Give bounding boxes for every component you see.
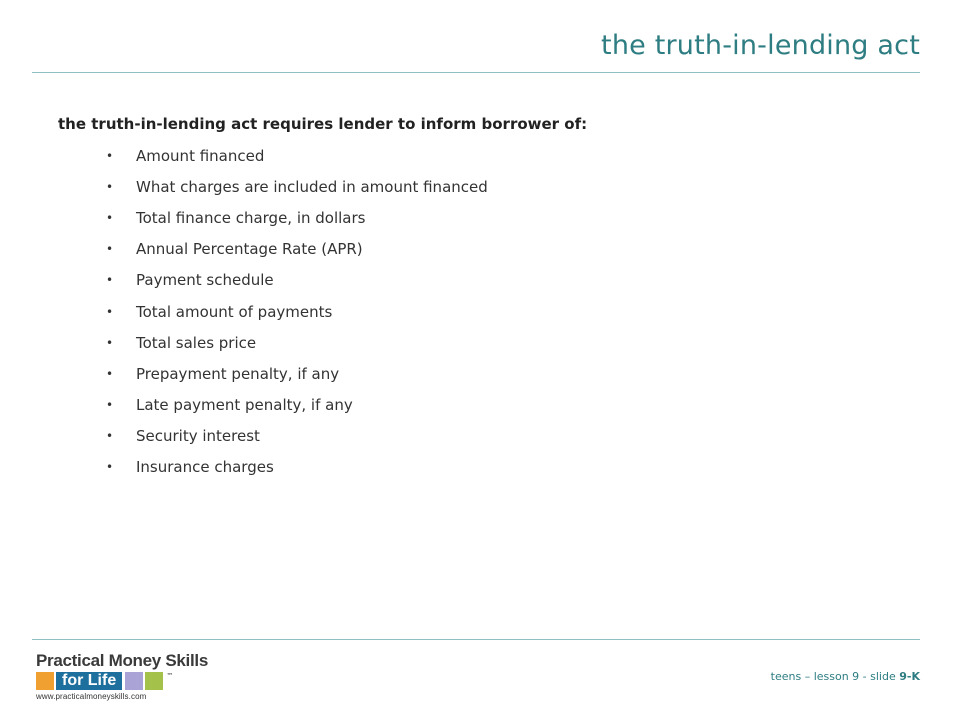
top-divider	[32, 72, 920, 73]
list-item-text: Total finance charge, in dollars	[136, 208, 366, 227]
bullet-icon: •	[106, 429, 114, 444]
list-item-text: What charges are included in amount financed	[136, 177, 488, 196]
logo-url: www.practicalmoneyskills.com	[36, 692, 147, 701]
bullet-list	[106, 140, 488, 483]
logo-title: Practical Money Skills	[36, 651, 208, 670]
list-item-text: Total sales price	[136, 333, 257, 352]
practical-money-skills-logo	[36, 652, 216, 702]
list-item-text: Amount financed	[136, 146, 265, 165]
list-item	[106, 202, 488, 233]
list-item	[106, 265, 488, 296]
list-item-text: Security interest	[136, 427, 260, 446]
list-item-text: Insurance charges	[136, 458, 274, 477]
logo-for-life: for Life	[56, 672, 122, 690]
bullet-icon: •	[106, 148, 114, 163]
list-item-text: Prepayment penalty, if any	[136, 364, 340, 383]
logo-lavender-square	[125, 672, 143, 690]
bullet-icon: •	[106, 460, 114, 475]
bullet-icon: •	[106, 304, 114, 319]
bullet-icon: •	[106, 210, 114, 225]
bullet-icon: •	[106, 273, 114, 288]
list-item-text: Payment schedule	[136, 271, 274, 290]
list-item	[106, 171, 488, 202]
list-item-text: Total amount of payments	[136, 302, 333, 321]
bullet-icon: •	[106, 179, 114, 194]
slide-footer	[771, 670, 920, 683]
list-item	[106, 452, 488, 483]
footer-slide-id: 9-K	[899, 670, 920, 683]
list-item-text: Annual Percentage Rate (APR)	[136, 240, 363, 259]
list-item	[106, 296, 488, 327]
bullet-icon: •	[106, 242, 114, 257]
logo-orange-square	[36, 672, 54, 690]
slide-title: the truth-in-lending act	[601, 30, 920, 61]
logo-row	[36, 672, 216, 690]
logo-green-square	[145, 672, 163, 690]
bullet-icon: •	[106, 335, 114, 350]
list-item	[106, 327, 488, 358]
footer-prefix: teens – lesson 9 - slide	[770, 670, 900, 683]
bullet-icon: •	[106, 398, 114, 413]
list-item	[106, 358, 488, 389]
bullet-icon: •	[106, 366, 114, 381]
intro-text: the truth-in-lending act requires lender to inform borrower of:	[58, 115, 588, 133]
list-item-text: Late payment penalty, if any	[136, 396, 353, 415]
list-item	[106, 421, 488, 452]
list-item	[106, 234, 488, 265]
bottom-divider	[32, 639, 920, 640]
trademark-symbol: ™	[166, 672, 174, 680]
list-item	[106, 140, 488, 171]
list-item	[106, 390, 488, 421]
